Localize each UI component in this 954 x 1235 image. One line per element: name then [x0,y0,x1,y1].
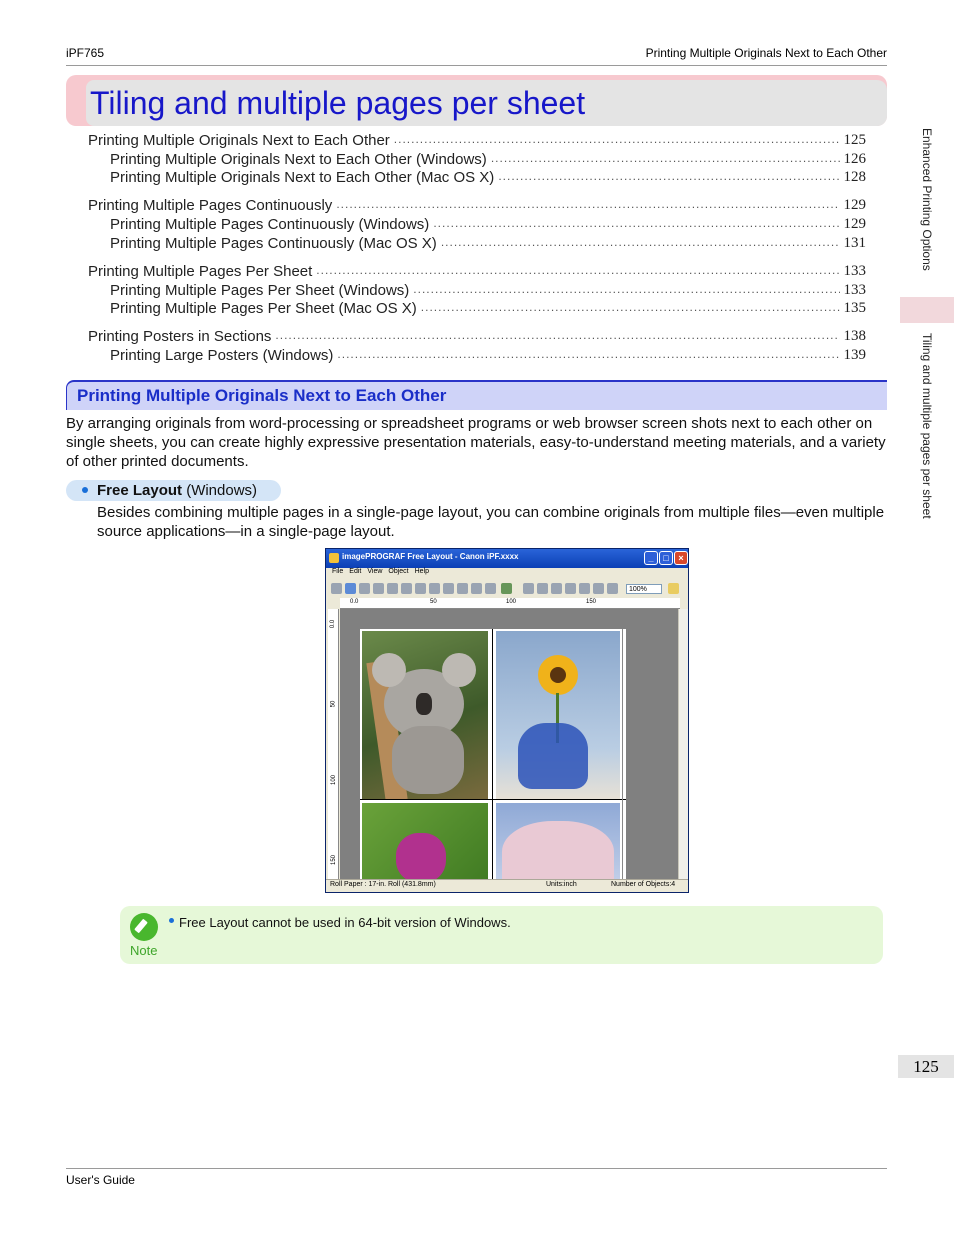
toolbar-icon [429,583,440,594]
toc-entry[interactable]: Printing Multiple Pages Continuously (Windows) ..... 129 [110,214,866,233]
free-layout-screenshot [325,548,689,893]
toc-entry[interactable]: Printing Multiple Originals Next to Each Other (Windows) ..... 126 [110,149,866,168]
page-title: Tiling and multiple pages per sheet [90,85,586,121]
status-units: Units:inch [546,881,577,888]
note-box [120,906,883,964]
maximize-icon: □ [659,551,673,565]
section-heading-bar [66,380,887,410]
bullet-title: Free Layout [97,482,183,499]
toolbar-icon [401,583,412,594]
toolbar-icon [565,583,576,594]
section-intro: By arranging originals from word-processing or spreadsheet programs or web browser screen shots next to each other on single sheets, you can create highly expressive presentation materials, easy-to-understand meeting materials, and a variety of other printed documents. [66,415,886,470]
toc-entry[interactable]: Printing Multiple Originals Next to Each Other (Mac OS X) ..... 128 [110,167,866,186]
koala-photo [362,631,488,799]
toolbar-icon [537,583,548,594]
bullet-subtitle: (Windows) [182,482,258,499]
toolbar-icon [457,583,468,594]
page-title-bar [66,75,887,126]
window-titlebar [326,549,688,568]
toolbar-icon [373,583,384,594]
toolbar-icon [485,583,496,594]
close-icon: × [674,551,688,565]
toolbar-icon [607,583,618,594]
horizontal-ruler: 0.0 50 100 150 [340,598,680,609]
toc-entry[interactable]: Printing Posters in Sections ..... 138 [88,326,866,345]
header-product: iPF765 [66,46,105,60]
blossom-photo [496,803,620,889]
menu-file: File [332,568,344,575]
toc-entry[interactable]: Printing Multiple Pages Per Sheet (Windows) ..... 133 [110,280,866,299]
toolbar-icon [579,583,590,594]
page-number: 125 [898,1055,954,1078]
note-pencil-icon [130,913,158,941]
section-heading: Printing Multiple Originals Next to Each Other [77,386,447,405]
menu-help: Help [414,568,430,575]
header-section: Printing Multiple Originals Next to Each Other [645,46,887,60]
window-statusbar [326,879,688,892]
toolbar-icon [523,583,534,594]
bullet-free-layout [66,480,281,501]
layout-canvas [340,609,680,879]
window-toolbar [326,580,688,598]
side-tab-chapter: Enhanced Printing Options [920,128,934,271]
window-menubar [326,568,688,580]
vertical-scrollbar [678,609,689,879]
menu-object: Object [388,568,409,575]
bullet-icon [82,487,88,493]
side-tab-marker [900,297,954,323]
flower-photo [362,803,488,889]
toolbar-icon [387,583,398,594]
status-paper: Roll Paper : 17-in. Roll (431.8mm) [330,881,436,888]
note-bullet-icon [169,918,174,923]
toolbar-icon [415,583,426,594]
note-text: Free Layout cannot be used in 64-bit version of Windows. [179,915,511,930]
menu-view: View [367,568,383,575]
sunflower-photo [496,631,620,799]
toc-entry[interactable]: Printing Multiple Pages Continuously ..... 129 [88,195,866,214]
help-icon [668,583,679,594]
toolbar-icon [359,583,370,594]
toc-entry[interactable]: Printing Multiple Pages Per Sheet (Mac OS X) ..... 135 [110,298,866,317]
toolbar-icon [471,583,482,594]
toc-entry[interactable]: Printing Multiple Pages Continuously (Mac OS X) ..... 131 [110,233,866,252]
app-icon [329,553,339,563]
bullet-description: Besides combining multiple pages in a single-page layout, you can combine originals from multiple files—even multiple source applications—in a single-page layout. [97,504,885,540]
toc-entry[interactable]: Printing Multiple Originals Next to Each Other ..... 125 [88,130,866,149]
note-label: Note [130,943,158,958]
side-tab-section: Tiling and multiple pages per sheet [920,333,934,519]
toolbar-icon [443,583,454,594]
footer-rule [66,1168,887,1169]
window-title: imagePROGRAF Free Layout - Canon iPF.xxxx [342,552,519,561]
vertical-ruler: 0.0 50 100 150 [328,609,339,879]
minimize-icon: _ [644,551,658,565]
layout-paper [360,629,626,889]
toolbar-icon [593,583,604,594]
toolbar-icon [551,583,562,594]
footer-text: User's Guide [66,1173,135,1187]
toolbar-icon [501,583,512,594]
status-objects: Number of Objects:4 [611,881,676,888]
header-rule [66,65,887,66]
toc-entry[interactable]: Printing Large Posters (Windows) ..... 139 [110,345,866,364]
toolbar-icon [331,583,342,594]
toolbar-icon [345,583,356,594]
toc-entry[interactable]: Printing Multiple Pages Per Sheet ..... 133 [88,261,866,280]
menu-edit: Edit [349,568,362,575]
zoom-select: 100% [626,584,662,594]
